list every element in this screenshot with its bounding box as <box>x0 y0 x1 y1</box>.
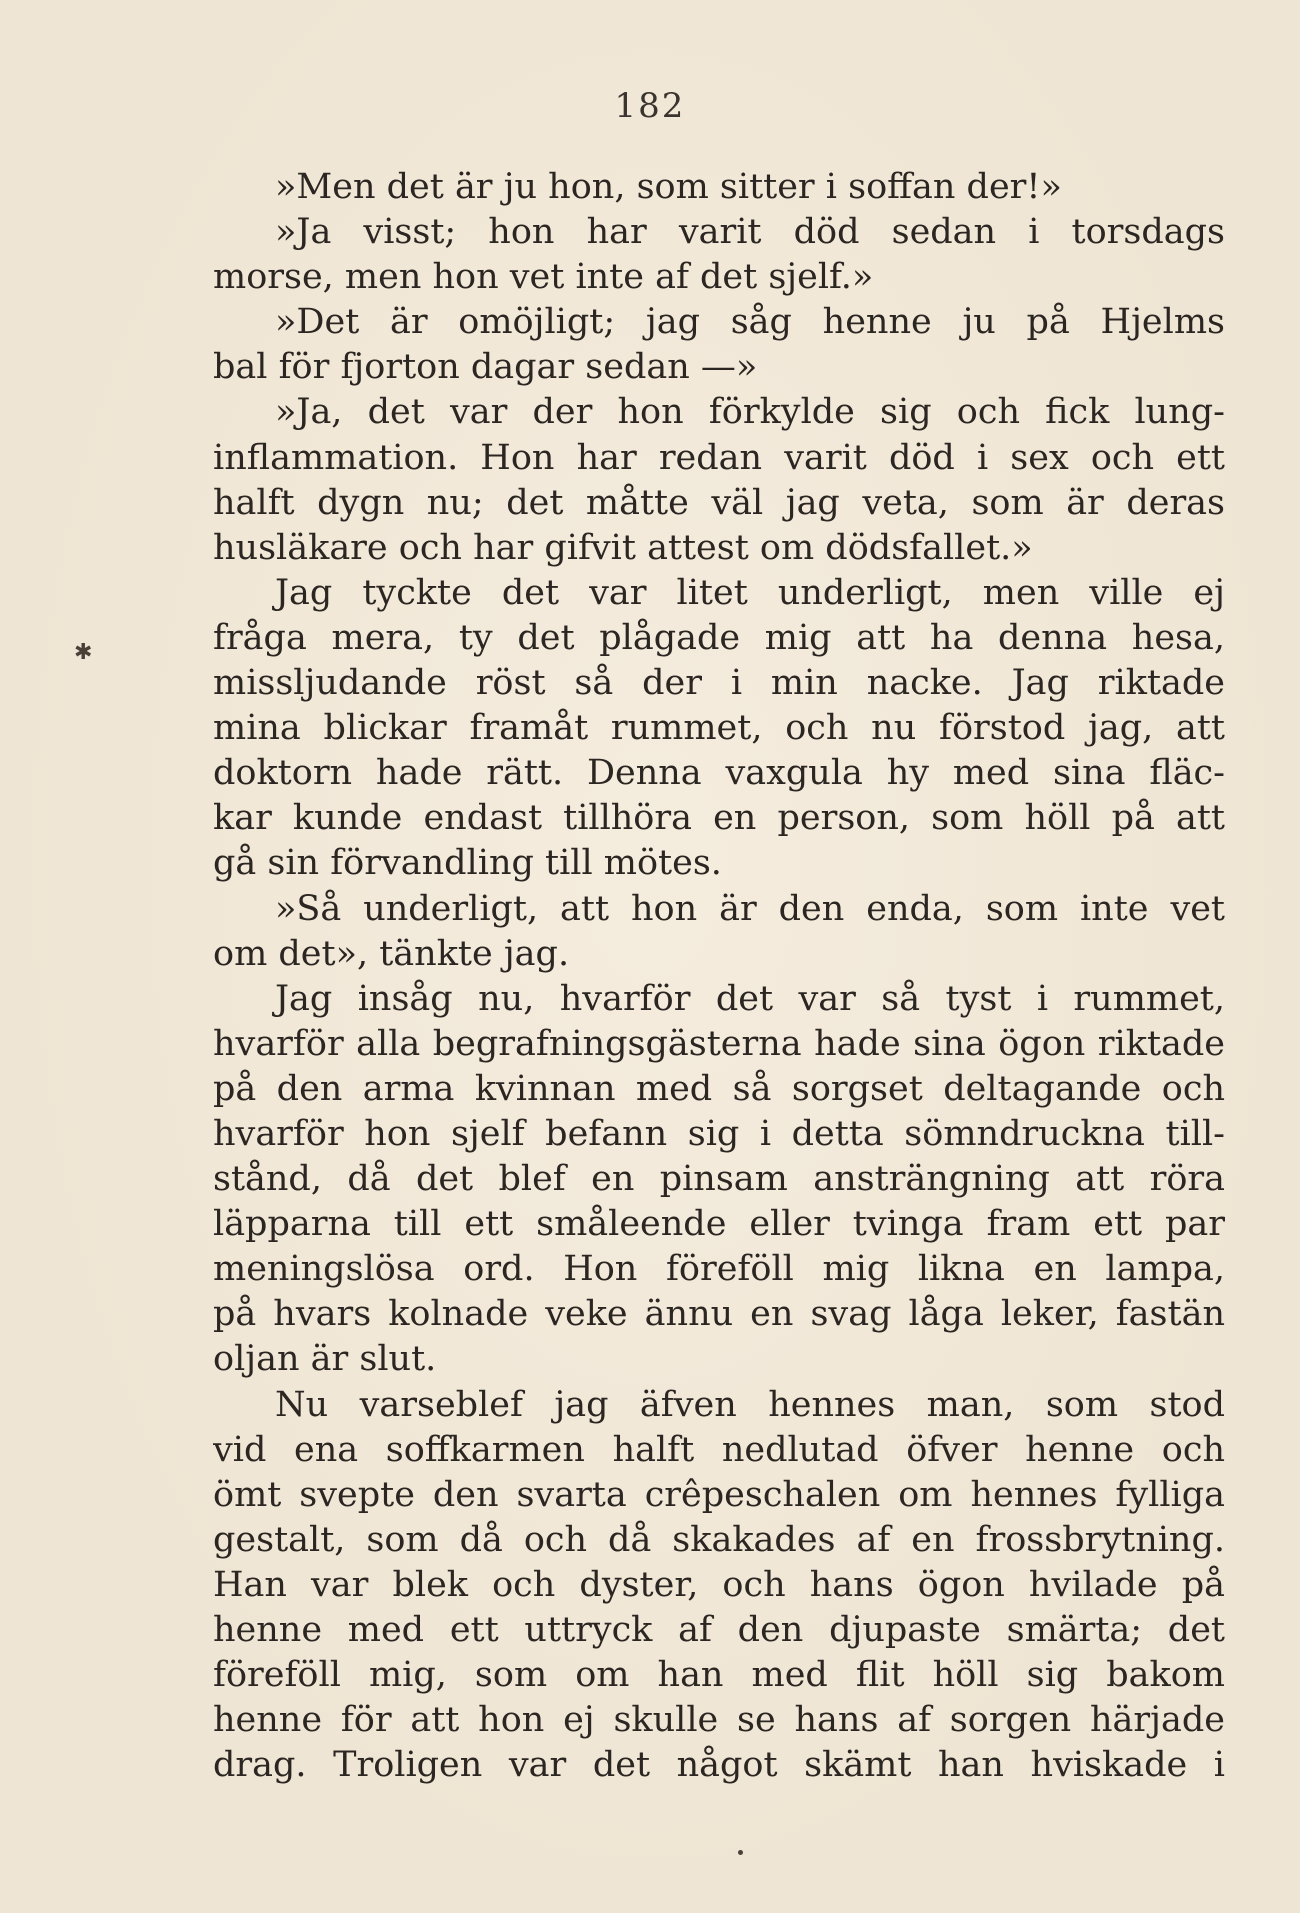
margin-asterisk-mark: ✱ <box>74 640 93 665</box>
text-line: meningslösa ord. Hon föreföll mig likna en lampa, <box>213 1249 1225 1290</box>
text-line: stånd, då det blef en pinsam ansträngning att röra <box>213 1159 1225 1200</box>
text-line: henne för att hon ej skulle se hans af sorgen härjade <box>213 1700 1225 1741</box>
text-line: oljan är slut. <box>213 1339 437 1380</box>
text-line: »Ja, det var der hon förkylde sig och fick lung- <box>275 392 1225 433</box>
text-line: föreföll mig, som om han med flit höll sig bakom <box>213 1655 1225 1696</box>
text-line: doktorn hade rätt. Denna vaxgula hy med sina fläc- <box>213 753 1225 794</box>
text-line: fråga mera, ty det plågade mig att ha denna hesa, <box>213 617 1225 658</box>
text-line: Jag tyckte det var litet underligt, men ville ej <box>275 572 1225 613</box>
text-line: husläkare och har gifvit attest om dödsfallet.» <box>213 527 1033 568</box>
text-line: »Men det är ju hon, som sitter i soffan der!» <box>275 167 1062 207</box>
text-line: hvarför hon sjelf befann sig i detta sömndruckna till- <box>213 1113 1225 1154</box>
body-text <box>213 165 1225 1788</box>
text-line: läpparna till ett småleende eller tvinga fram ett par <box>213 1204 1225 1245</box>
text-line: drag. Troligen var det något skämt han hviskade i <box>213 1745 1225 1786</box>
text-line: bal för fjorton dagar sedan —» <box>213 347 758 388</box>
text-line: vid ena soffkarmen halft nedlutad öfver henne och <box>213 1429 1225 1470</box>
text-line: halft dygn nu; det måtte väl jag veta, som är deras <box>213 482 1225 523</box>
text-line: morse, men hon vet inte af det sjelf.» <box>213 257 874 298</box>
text-line: mina blickar framåt rummet, och nu förstod jag, att <box>213 708 1225 749</box>
text-line: Jag insåg nu, hvarför det var så tyst i rummet, <box>275 978 1225 1019</box>
text-line: missljudande röst så der i min nacke. Jag riktade <box>213 663 1225 704</box>
paper-speck <box>738 1850 743 1855</box>
text-line: på den arma kvinnan med så sorgset deltagande och <box>213 1068 1225 1109</box>
text-line: Han var blek och dyster, och hans ögon hvilade på <box>213 1564 1225 1605</box>
text-line: Nu varseblef jag äfven hennes man, som stod <box>275 1384 1225 1425</box>
text-line: »Det är omöjligt; jag såg henne ju på Hjelms <box>275 302 1225 343</box>
text-line: »Ja visst; hon har varit död sedan i torsdags <box>275 212 1225 253</box>
text-line: henne med ett uttryck af den djupaste smärta; det <box>213 1610 1225 1650</box>
text-line: kar kunde endast tillhöra en person, som höll på att <box>213 798 1225 839</box>
text-line: hvarför alla begrafningsgästerna hade sina ögon riktade <box>213 1023 1225 1064</box>
text-line: ömt svepte den svarta crêpeschalen om hennes fylliga <box>213 1474 1225 1515</box>
text-line: på hvars kolnade veke ännu en svag låga leker, fastän <box>213 1294 1225 1335</box>
page-number: 182 <box>614 86 686 126</box>
text-line: gestalt, som då och då skakades af en frossbrytning. <box>213 1519 1225 1560</box>
text-line: gå sin förvandling till mötes. <box>213 843 722 884</box>
text-line: »Så underligt, att hon är den enda, som inte vet <box>275 888 1225 929</box>
text-line: inflammation. Hon har redan varit död i sex och ett <box>213 437 1225 478</box>
text-line: om det», tänkte jag. <box>213 933 570 974</box>
